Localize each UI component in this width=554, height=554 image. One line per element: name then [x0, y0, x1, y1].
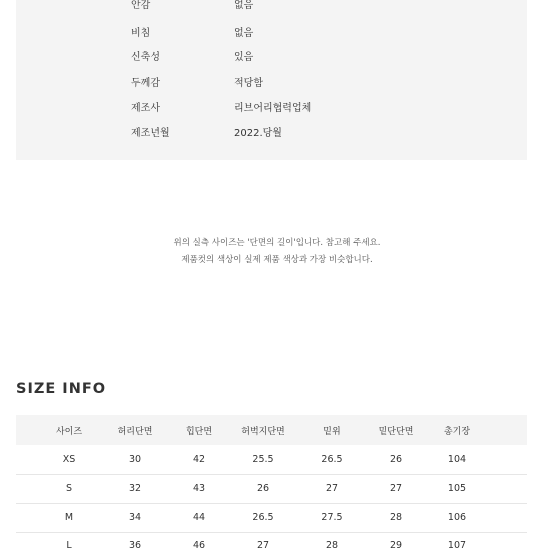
table-cell: L [66, 540, 72, 551]
table-cell: 105 [447, 483, 467, 494]
header-rise: 밑위 [323, 427, 341, 437]
header-length: 총기장 [443, 427, 471, 437]
detail-label: 제조사 [131, 103, 160, 114]
detail-label: 비침 [131, 28, 151, 39]
row-divider [16, 532, 527, 533]
row-divider [16, 503, 527, 504]
table-cell: 43 [192, 483, 206, 494]
table-cell: M [64, 512, 74, 523]
table-cell: 28 [389, 512, 403, 523]
table-cell: 25.5 [252, 454, 274, 465]
table-cell: 27 [389, 483, 403, 494]
detail-value: 없음 [234, 28, 254, 39]
detail-row-sheerness [16, 24, 527, 44]
table-cell: S [65, 483, 73, 494]
table-cell: 44 [192, 512, 206, 523]
detail-row-lining [16, 0, 527, 16]
size-info-title: SIZE INFO [16, 381, 107, 397]
table-cell: 106 [447, 512, 467, 523]
detail-row-manufacture-date [16, 124, 527, 144]
notice-color: 제품컷의 색상이 실제 제품 색상과 가장 비슷합니다. [181, 255, 373, 265]
table-cell: 30 [128, 454, 142, 465]
detail-label: 제조년월 [131, 128, 170, 139]
table-cell: 27 [325, 483, 339, 494]
table-cell: 29 [389, 540, 403, 551]
detail-row-stretch [16, 48, 527, 68]
product-detail-panel [16, 0, 527, 160]
table-cell: 26 [256, 483, 270, 494]
table-cell: 27 [256, 540, 270, 551]
table-cell: 36 [128, 540, 142, 551]
header-hem: 밑단단면 [378, 427, 414, 437]
detail-row-thickness [16, 74, 527, 94]
table-cell: 104 [447, 454, 467, 465]
table-cell: XS [62, 454, 76, 465]
detail-label: 신축성 [131, 52, 160, 63]
table-cell: 46 [192, 540, 206, 551]
table-cell: 107 [447, 540, 467, 551]
detail-row-manufacturer [16, 99, 527, 119]
header-size: 사이즈 [55, 427, 83, 437]
header-thigh: 허벅지단면 [241, 427, 285, 437]
detail-value: 없음 [234, 0, 254, 11]
detail-value: 적당함 [234, 78, 263, 89]
detail-value: 있음 [234, 52, 254, 63]
detail-label: 두께감 [131, 78, 160, 89]
table-cell: 32 [128, 483, 142, 494]
table-cell: 26 [389, 454, 403, 465]
detail-label: 안감 [131, 0, 151, 11]
table-cell: 26.5 [252, 512, 274, 523]
table-cell: 26.5 [321, 454, 343, 465]
table-cell: 27.5 [321, 512, 343, 523]
table-cell: 34 [128, 512, 142, 523]
notice-measurement: 위의 실측 사이즈는 '단면의 길이'입니다. 참고해 주세요. [173, 238, 381, 248]
header-waist: 허리단면 [117, 427, 153, 437]
row-divider [16, 474, 527, 475]
detail-value: 2022.당월 [234, 128, 282, 139]
table-cell: 42 [192, 454, 206, 465]
detail-value: 리브어리협력업체 [234, 103, 312, 114]
table-cell: 28 [325, 540, 339, 551]
header-hip: 힙단면 [185, 427, 213, 437]
